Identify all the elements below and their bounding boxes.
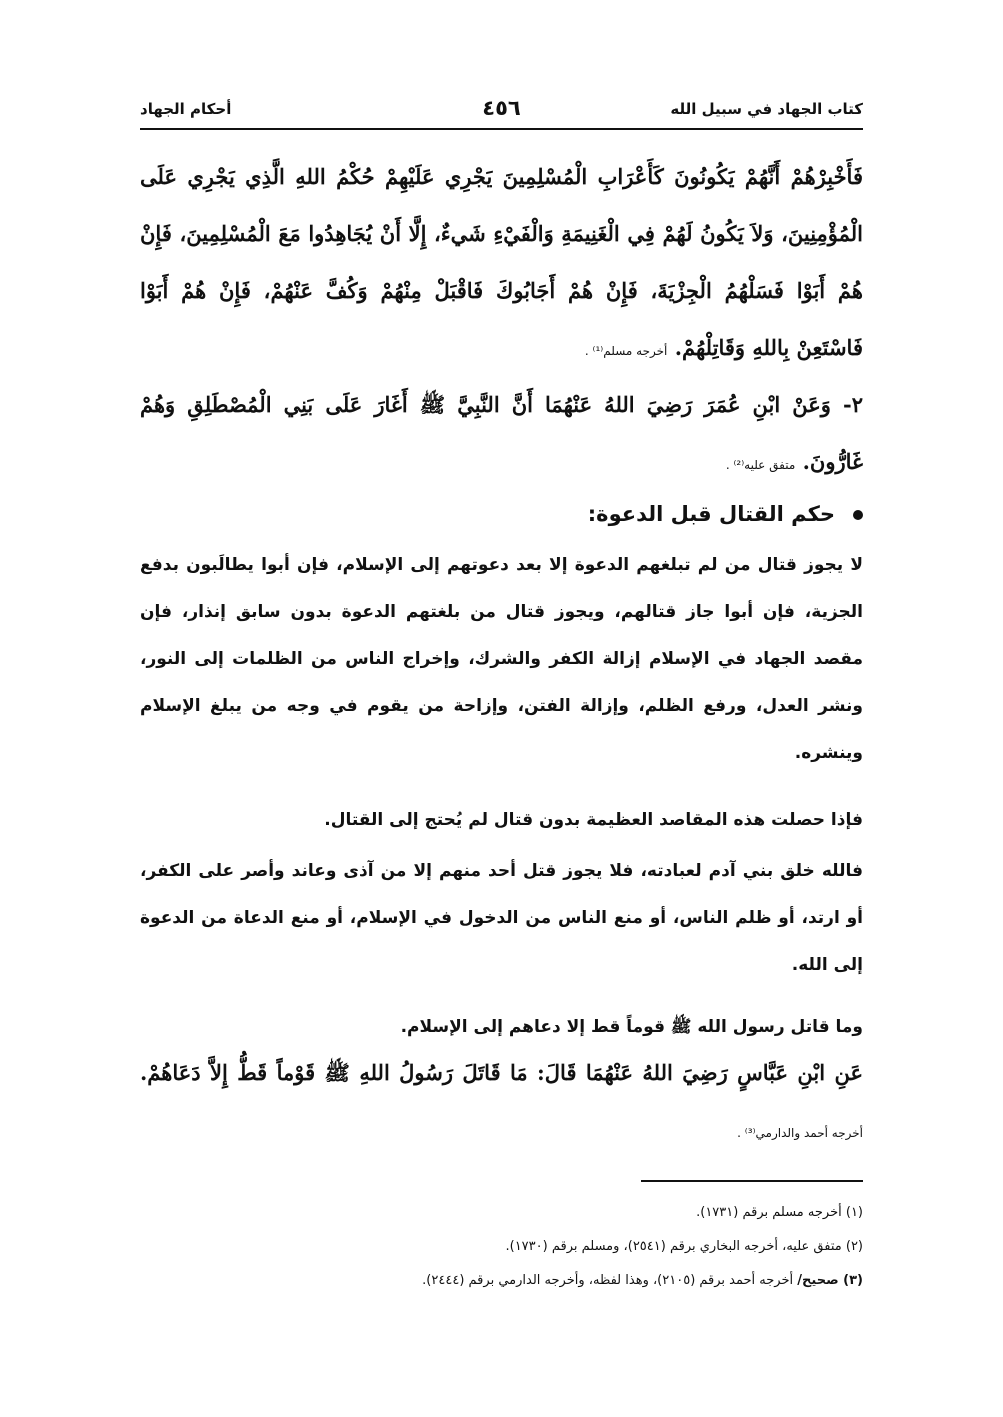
chapter-title: أحكام الجهاد: [140, 100, 232, 118]
hadith-2: [140, 376, 863, 494]
page-header: [140, 96, 863, 126]
footnote-3-label: (٣) صحيح/: [797, 1273, 863, 1288]
hadith-3-source: أخرجه أحمد والدارمي⁽³⁾ .: [737, 1126, 863, 1140]
section-paragraph-2: فإذا حصلت هذه المقاصد العظيمة بدون قتال لم يُحتج إلى القتال.: [324, 810, 863, 830]
page-number: ٤٥٦: [482, 96, 521, 120]
footnote-1: (١) أخرجه مسلم برقم (١٧٣١).: [696, 1205, 863, 1220]
section-heading: [140, 494, 863, 534]
hadith-1: [140, 148, 863, 380]
footnote-divider: [641, 1180, 863, 1182]
section-heading-text: حكم القتال قبل الدعوة:: [587, 502, 835, 526]
section-paragraph-3: فالله خلق بني آدم لعبادته، فلا يجوز قتل أحد منهم إلا من آذى وعاند وأصر على الكفر، أو ارتد، أو ظلم الناس، أو منع الناس من الدخول في الإسلام، أو منع الدعاة من الدعوة إلى الله.: [140, 861, 863, 975]
hadith-1-source: أخرجه مسلم⁽¹⁾ .: [584, 344, 668, 358]
footnote-3: [140, 1264, 863, 1298]
hadith-2-source: متفق عليه⁽²⁾ .: [725, 458, 796, 472]
footnote-2: (٢) متفق عليه، أخرجه البخاري برقم (٢٥٤١)، ومسلم برقم (١٧٣٠).: [505, 1239, 863, 1254]
footnotes: [140, 1196, 863, 1298]
section-paragraph-1: لا يجوز قتال من لم تبلغهم الدعوة إلا بعد دعوتهم إلى الإسلام، فإن أبوا يطالَبون بدفع الجزية، فإن أبوا جاز قتالهم، ويجوز قتال من بلغتهم الدعوة بدون سابق إنذار، فإن مقصد الجهاد في الإسلام إزالة الكفر والشرك، وإخراج الناس من الظلمات إلى النور، ونشر العدل، ورفع الظلم، وإزالة الفتن، وإزاحة من يقوم في وجه من يبلغ الإسلام وينشره.: [140, 555, 863, 763]
section-paragraph-4: وما قاتل رسول الله ﷺ قوماً قط إلا دعاهم إلى الإسلام.: [400, 1017, 863, 1037]
bullet-icon: [853, 510, 863, 520]
hadith-2-text: ٢- وَعَنْ ابْنِ عُمَرَ رَضِيَ اللهُ عَنْهُمَا أَنَّ النَّبِيَّ ﷺ أَغَارَ عَلَى بَنِي الْمُصْطَلِقِ وَهُمْ غَارُّونَ.: [140, 392, 863, 474]
book-title: كتاب الجهاد في سبيل الله: [670, 100, 863, 118]
footnote-3-text: أخرجه أحمد برقم (٢١٠٥)، وهذا لفظه، وأخرجه الدارمي برقم (٢٤٤٤).: [422, 1273, 794, 1288]
hadith-3: [140, 1044, 863, 1162]
hadith-1-text: فَأَخْبِرْهُمْ أَنَّهُمْ يَكُونُونَ كَأَعْرَابِ الْمُسْلِمِينَ يَجْرِي عَلَيْهِمْ حُكْمُ اللهِ الَّذِي يَجْرِي عَلَى الْمُؤْمِنِينَ، وَلاَ يَكُونُ لَهُمْ فِي الْغَنِيمَةِ وَالْفَيْءِ شَيءٌ، إِلَّا أَنْ يُجَاهِدُوا مَعَ الْمُسْلِمِينَ، فَإِنْ هُمْ أَبَوْا فَسَلْهُمُ الْجِزْيَةَ، فَإِنْ هُمْ أَجَابُوكَ فَاقْبَلْ مِنْهُمْ وَكُفَّ عَنْهُمْ، فَإِنْ هُمْ أَبَوْا فَاسْتَعِنْ بِاللهِ وَقَاتِلْهُمْ.: [140, 164, 863, 360]
hadith-3-text: عَنِ ابْنِ عَبَّاسٍ رَضِيَ اللهُ عَنْهُمَا قَالَ: مَا قَاتَلَ رَسُولُ اللهِ ﷺ قَوْماً قَطُّ إِلاَّ دَعَاهُمْ.: [140, 1060, 863, 1085]
header-divider: [140, 128, 863, 130]
